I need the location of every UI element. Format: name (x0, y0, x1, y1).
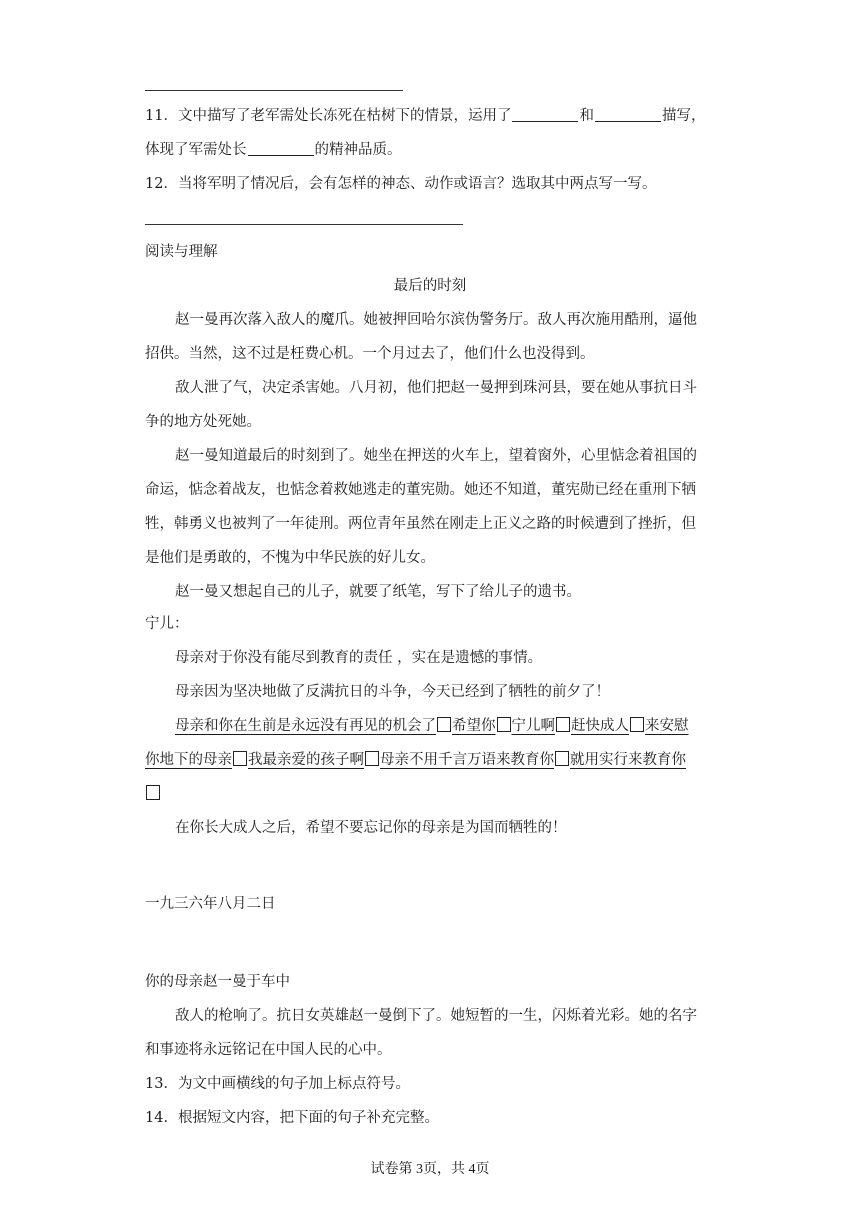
underlined-segment: 赶快成人 (571, 718, 629, 734)
underlined-segment: 你地下的母亲 (145, 752, 232, 768)
letter-signature: 你的母亲赵一曼于车中 (145, 974, 290, 990)
q11-blank-3[interactable] (248, 141, 314, 156)
answer-line-q10 (145, 90, 403, 91)
q11-blank-1[interactable] (512, 107, 578, 122)
question-14: 14．根据短文内容，把下面的句子补充完整。 (145, 1110, 439, 1126)
underlined-sentence-line3 (145, 784, 161, 804)
punctuation-box[interactable] (497, 717, 511, 732)
article-p5-line2: 和事迹将永远铭记在中国人民的心中。 (145, 1042, 392, 1058)
question-13: 13．为文中画横线的句子加上标点符号。 (145, 1076, 410, 1092)
q11-text-e: 的精神品质。 (314, 142, 402, 158)
answer-line-q12[interactable] (145, 224, 463, 225)
question-11-line1 (145, 106, 705, 126)
punctuation-box[interactable] (146, 785, 160, 800)
article-p3-line4: 是他们是勇敢的，不愧为中华民族的好儿女。 (145, 550, 435, 566)
article-p1-line2: 招供。当然，这不过是枉费心机。一个月过去了，他们什么也没得到。 (145, 346, 595, 362)
underlined-segment: 母亲和你在生前是永远没有再见的机会了 (175, 718, 436, 734)
article-p1-line1: 赵一曼再次落入敌人的魔爪。她被押回哈尔滨伪警务厅。敌人再次施用酷刑，逼他 (175, 312, 697, 328)
section-title: 阅读与理解 (145, 244, 218, 260)
page-footer: 试卷第 3页，共 4页 (370, 1162, 490, 1177)
article-title: 最后的时刻 (393, 278, 467, 294)
letter-paragraph-2: 母亲因为坚决地做了反满抗日的斗争，今天已经到了牺牲的前夕了！ (175, 684, 610, 700)
q11-text-b: 和 (579, 108, 594, 124)
q11-blank-2[interactable] (595, 107, 661, 122)
underlined-sentence-line2 (145, 750, 686, 770)
underlined-segment: 来安慰 (645, 718, 689, 734)
article-p2-line1: 敌人泄了气，决定杀害她。八月初，他们把赵一曼押到珠河县，要在她从事抗日斗 (175, 380, 697, 396)
letter-paragraph-4: 在你长大成人之后，希望不要忘记你的母亲是为国而牺牲的！ (175, 820, 567, 836)
question-11-line2 (145, 140, 402, 160)
question-12: 12．当将军明了情况后，会有怎样的神态、动作或语言？选取其中两点写一写。 (145, 176, 657, 192)
article-p3-line3: 牲，韩勇义也被判了一年徒刑。两位青年虽然在刚走上正义之路的时候遭到了挫折，但 (145, 516, 696, 532)
punctuation-box[interactable] (556, 717, 570, 732)
underlined-segment: 就用实行来教育你 (570, 752, 686, 768)
article-p3-line1: 赵一曼知道最后的时刻到了。她坐在押送的火车上，望着窗外，心里惦念着祖国的 (175, 448, 697, 464)
q11-text-c: 描写， (661, 108, 706, 124)
punctuation-box[interactable] (630, 717, 644, 732)
letter-salutation: 宁儿： (145, 616, 189, 632)
letter-date: 一九三六年八月二日 (145, 896, 276, 912)
article-p2-line2: 争的地方处死她。 (145, 414, 261, 430)
q11-text-d: 体现了军需处长 (145, 142, 247, 158)
underlined-segment: 我最亲爱的孩子啊 (248, 752, 364, 768)
underlined-segment: 母亲不用千言万语来教育你 (380, 752, 554, 768)
punctuation-box[interactable] (365, 751, 379, 766)
punctuation-box[interactable] (555, 751, 569, 766)
underlined-segment: 宁儿啊 (511, 718, 555, 734)
punctuation-box[interactable] (437, 717, 451, 732)
punctuation-box[interactable] (233, 751, 247, 766)
article-p4: 赵一曼又想起自己的儿子，就要了纸笔，写下了给儿子的遗书。 (175, 584, 581, 600)
letter-paragraph-1: 母亲对于你没有能尽到教育的责任 ，实在是遗憾的事情。 (175, 650, 543, 666)
article-p3-line2: 命运，惦念着战友，也惦念着救她逃走的董宪勋。她还不知道，董宪勋已经在重刑下牺 (145, 482, 696, 498)
underlined-sentence-line1 (175, 716, 689, 736)
article-p5-line1: 敌人的枪响了。抗日女英雄赵一曼倒下了。她短暂的一生，闪烁着光彩。她的名字 (175, 1008, 697, 1024)
underlined-segment: 希望你 (452, 718, 496, 734)
q11-text-a: 11．文中描写了老军需处长冻死在枯树下的情景，运用了 (145, 108, 512, 124)
